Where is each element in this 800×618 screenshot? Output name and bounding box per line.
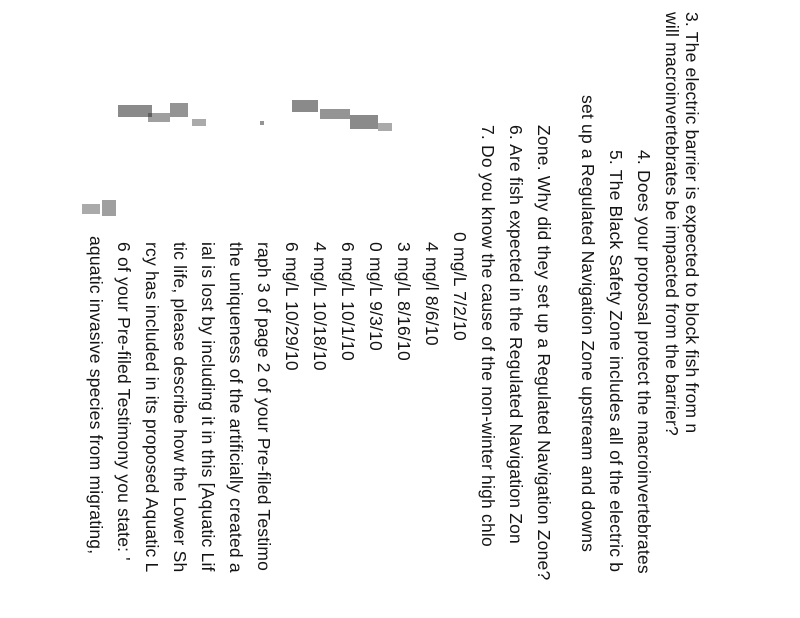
paragraph-line: tic life, please describe how the Lower Sh	[170, 242, 190, 573]
chlorophyll-reading: 6 mg/L 10/1/10	[338, 242, 358, 361]
paragraph-line: raph 3 of page 2 of your Pre-filed Testimo	[254, 242, 274, 572]
paragraph-line: rcy has included in its proposed Aquatic L	[142, 242, 162, 573]
question-5-line-3: Zone. Why did they set up a Regulated Navigation Zone?	[534, 125, 554, 581]
question-3-line: 3. The electric barrier is expected to block fish from n	[682, 12, 702, 434]
chlorophyll-reading: 6 mg/L 10/29/10	[282, 242, 302, 371]
question-7-line: 7. Do you know the cause of the non-winter high chlo	[478, 125, 498, 547]
question-5-line-2: set up a Regulated Navigation Zone upstream and downs	[578, 95, 598, 553]
scan-smudge-2	[80, 198, 130, 228]
question-3-line-2: will macroinvertebrates be impacted from the barrier?	[662, 12, 682, 436]
question-6-line: 6. Are fish expected in the Regulated Navigation Zon	[506, 125, 526, 544]
paragraph-line: the uniqueness of the artificially created a	[226, 242, 246, 573]
chlorophyll-reading: 4 mg/L 10/18/10	[310, 242, 330, 371]
paragraph-line: 6 of your Pre-filed Testimony you state: '	[114, 242, 134, 561]
question-5-line: 5. The Black Safety Zone includes all of the electric b	[606, 150, 626, 573]
chlorophyll-reading: 0 mg/L 7/2/10	[450, 232, 470, 341]
chlorophyll-reading: 4 mg/l 8/6/10	[422, 242, 442, 346]
question-4-line: 4. Does your proposal protect the macroinvertebrates	[634, 150, 654, 574]
scan-smudge	[110, 95, 400, 145]
paragraph-line: ial is lost by including it in this [Aquatic Lif	[198, 242, 218, 572]
chlorophyll-reading: 3 mg/L 8/16/10	[394, 242, 414, 361]
paragraph-line: aquatic invasive species from migrating,	[86, 236, 106, 555]
chlorophyll-reading: 0 mg/L 9/3/10	[366, 242, 386, 351]
